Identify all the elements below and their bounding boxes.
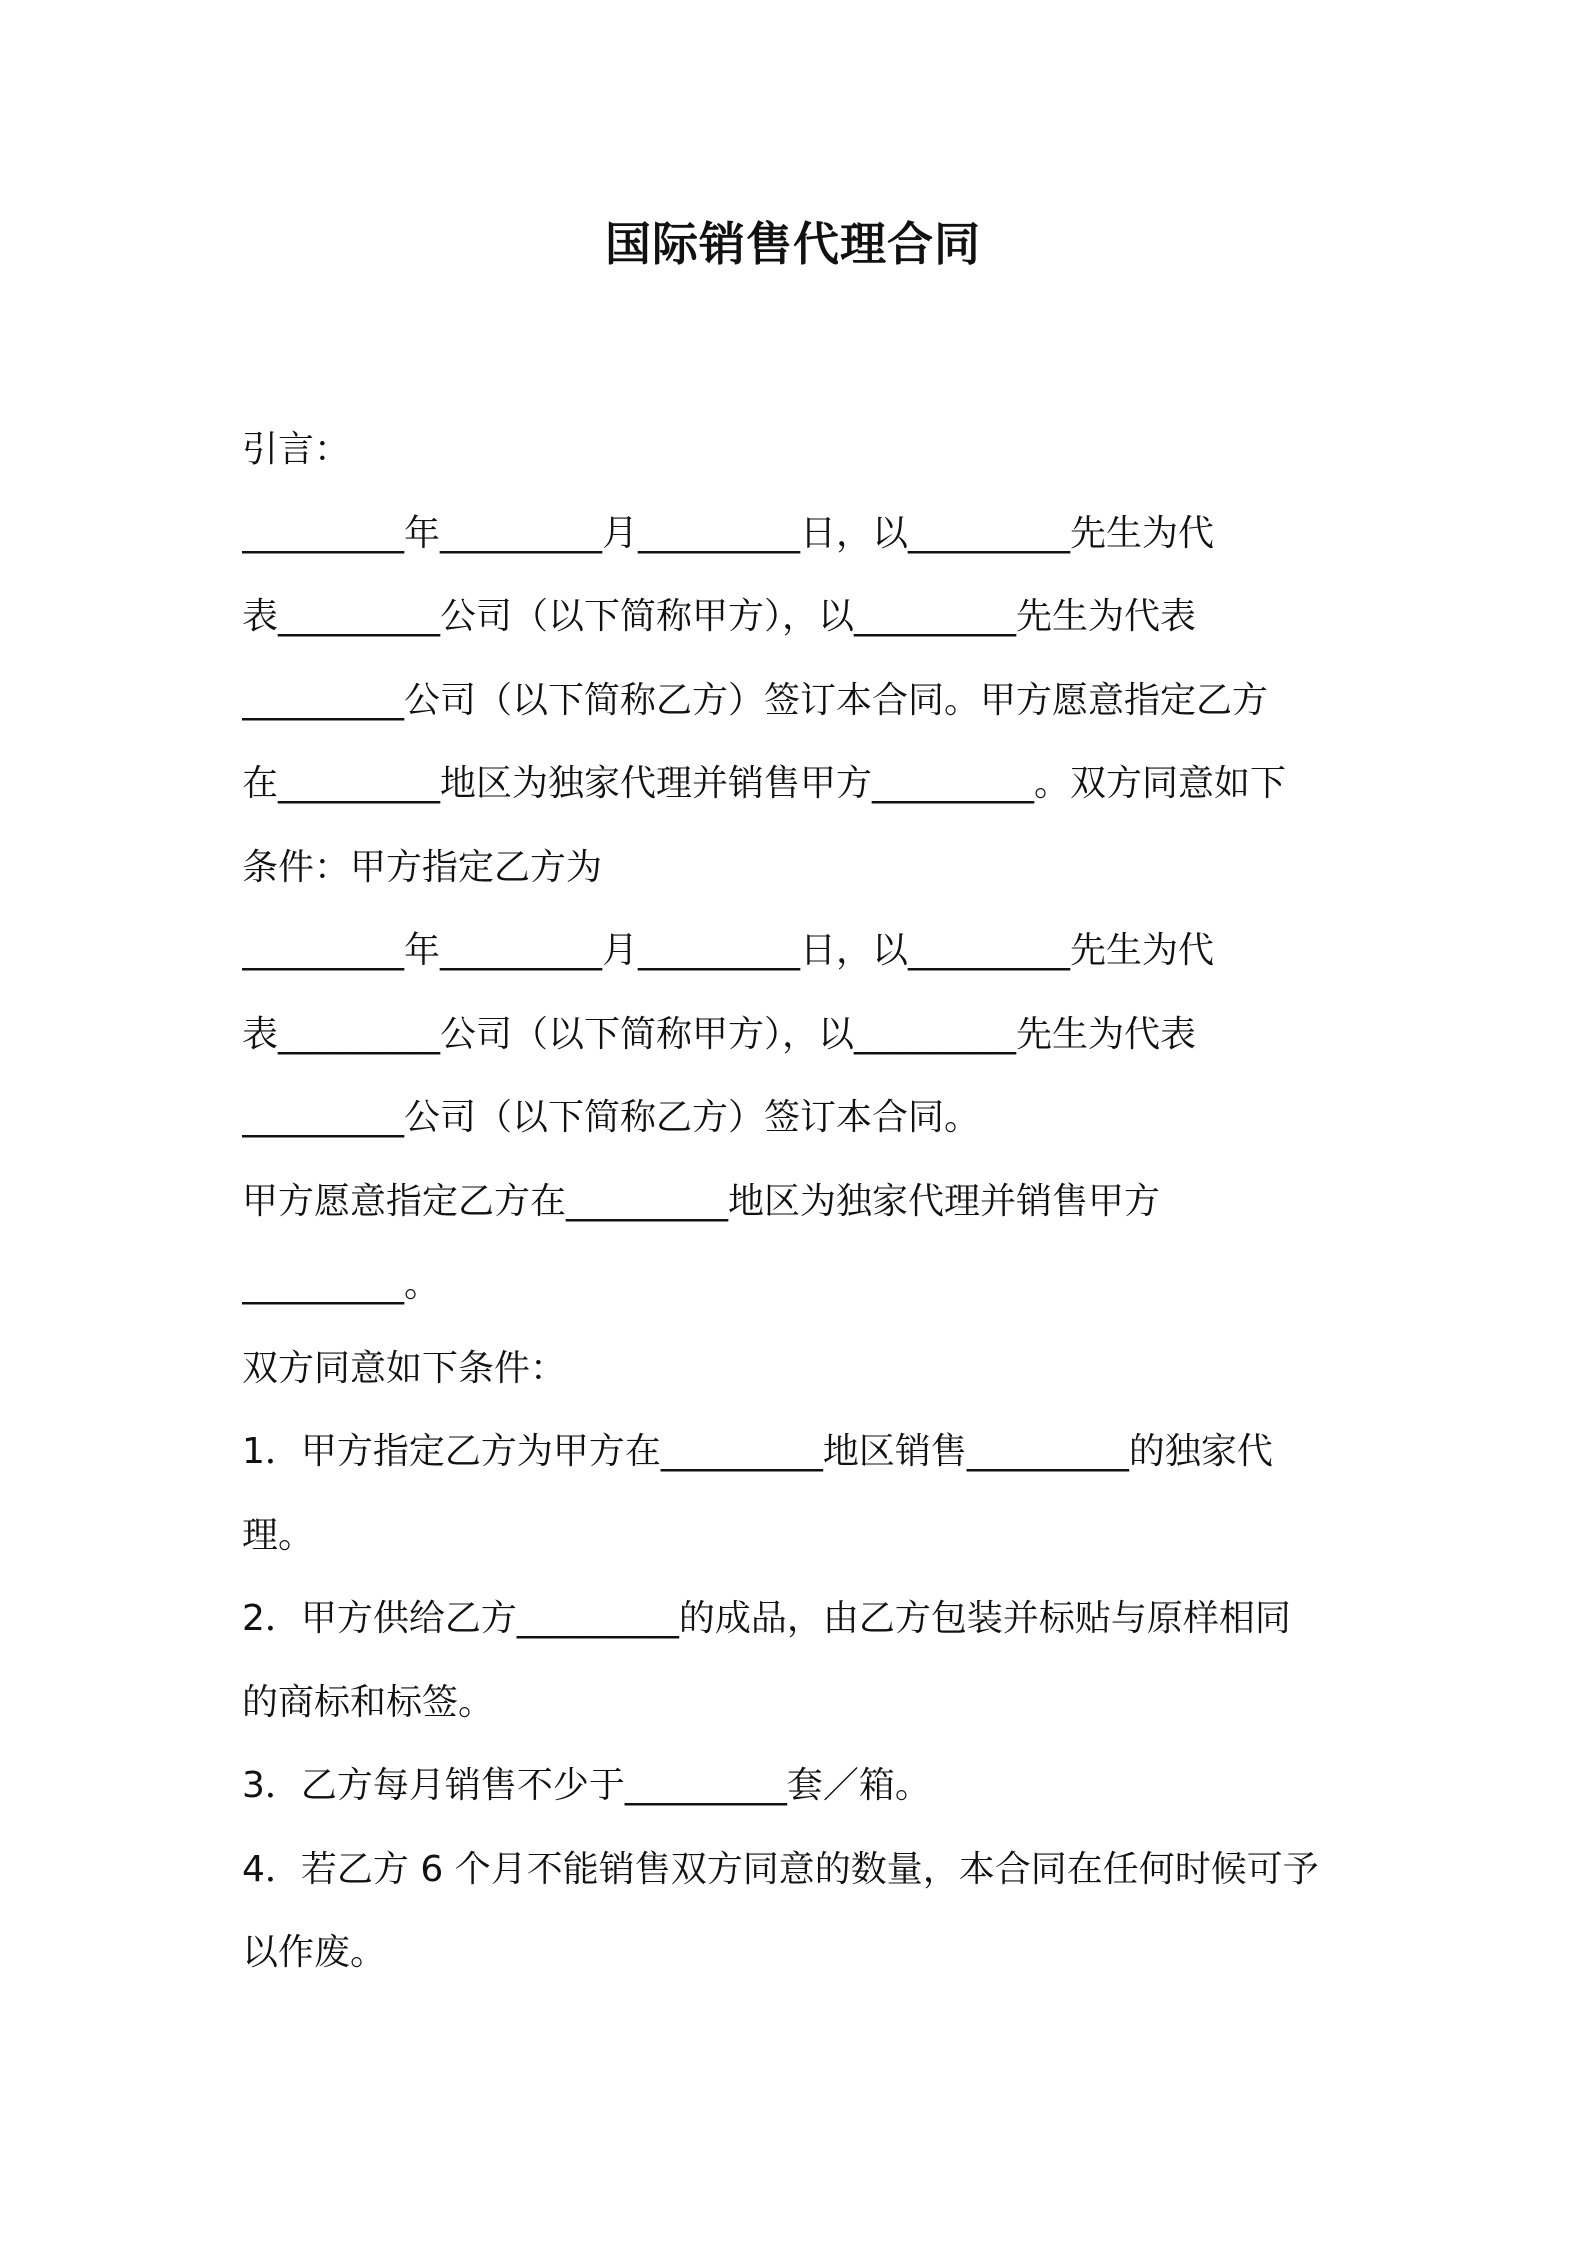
clause-3-line: 3．乙方每月销售不少于_________套／箱。	[242, 1765, 931, 1806]
paragraph-line: 表_________公司（以下简称甲方），以_________先生为代表	[242, 596, 1197, 637]
document-body	[242, 408, 1362, 1995]
paragraph-line: 条件：甲方指定乙方为	[242, 846, 603, 888]
paragraph-line: 在_________地区为独家代理并销售甲方_________。双方同意如下	[242, 763, 1287, 804]
paragraph-line: _________公司（以下简称乙方）签订本合同。	[242, 1097, 981, 1138]
clause-2-line: 2．甲方供给乙方_________的成品，由乙方包装并标贴与原样相同	[242, 1598, 1291, 1639]
clause-1-line: 1．甲方指定乙方为甲方在_________地区销售_________的独家代	[242, 1431, 1273, 1472]
conditions-heading: 双方同意如下条件：	[242, 1347, 567, 1389]
paragraph-line: 甲方愿意指定乙方在_________地区为独家代理并销售甲方	[242, 1180, 1161, 1222]
clause-4-line: 4．若乙方 6 个月不能销售双方同意的数量，本合同在任何时候可予	[242, 1848, 1319, 1890]
clause-1-line: 理。	[242, 1514, 315, 1556]
document-title: 国际销售代理合同	[605, 217, 981, 271]
paragraph-line: _________年_________月_________日，以_________先生为代	[242, 930, 1215, 971]
paragraph-line: _________公司（以下简称乙方）签订本合同。甲方愿意指定乙方	[242, 679, 1269, 721]
clause-2-line: 的商标和标签。	[242, 1681, 495, 1723]
paragraph-line: _________年_________月_________日，以_________先生为代	[242, 512, 1215, 554]
paragraph-line: _________。	[242, 1264, 441, 1305]
intro-heading: 引言：	[242, 429, 351, 470]
paragraph-line: 表_________公司（以下简称甲方），以_________先生为代表	[242, 1013, 1197, 1055]
clause-4-line: 以作废。	[242, 1932, 387, 1973]
